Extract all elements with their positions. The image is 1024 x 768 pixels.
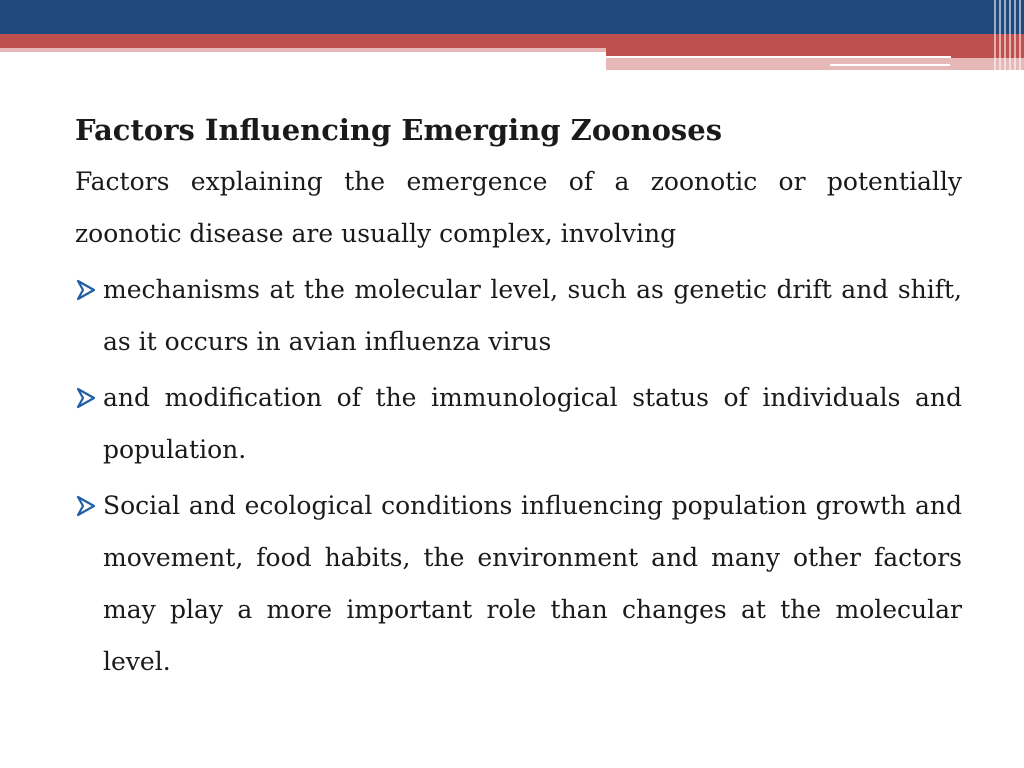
header-pale-band <box>0 48 608 52</box>
intro-paragraph: Factors explaining the emergence of a zoonotic or potentially zoonotic disease are usually complex, involving <box>75 167 962 248</box>
bullet-item <box>75 480 962 688</box>
header-red-band <box>0 34 1024 48</box>
arrow-bullet-icon <box>75 387 97 409</box>
bullet-item <box>75 372 962 476</box>
bullet-list <box>75 264 962 688</box>
header-edge-stripes <box>994 0 1024 70</box>
header-blue-band <box>0 0 1024 34</box>
bullet-item <box>75 264 962 368</box>
arrow-bullet-icon <box>75 279 97 301</box>
header-thin-line <box>606 56 951 58</box>
bullet-text: mechanisms at the molecular level, such as genetic drift and shift, as it occurs in avian influenza virus <box>103 275 962 356</box>
bullet-text: and modification of the immunological status of individuals and population. <box>103 383 962 464</box>
header-pink-accent <box>606 58 1024 70</box>
header-thin-line-short <box>830 64 950 66</box>
slide-content <box>75 108 962 692</box>
arrow-bullet-icon <box>75 495 97 517</box>
slide-title: Factors Influencing Emerging Zoonoses <box>75 113 723 147</box>
bullet-text: Social and ecological conditions influencing population growth and movement, food habits, the environment and many other factors may play a more important role than changes at the molecular level. <box>103 491 962 676</box>
